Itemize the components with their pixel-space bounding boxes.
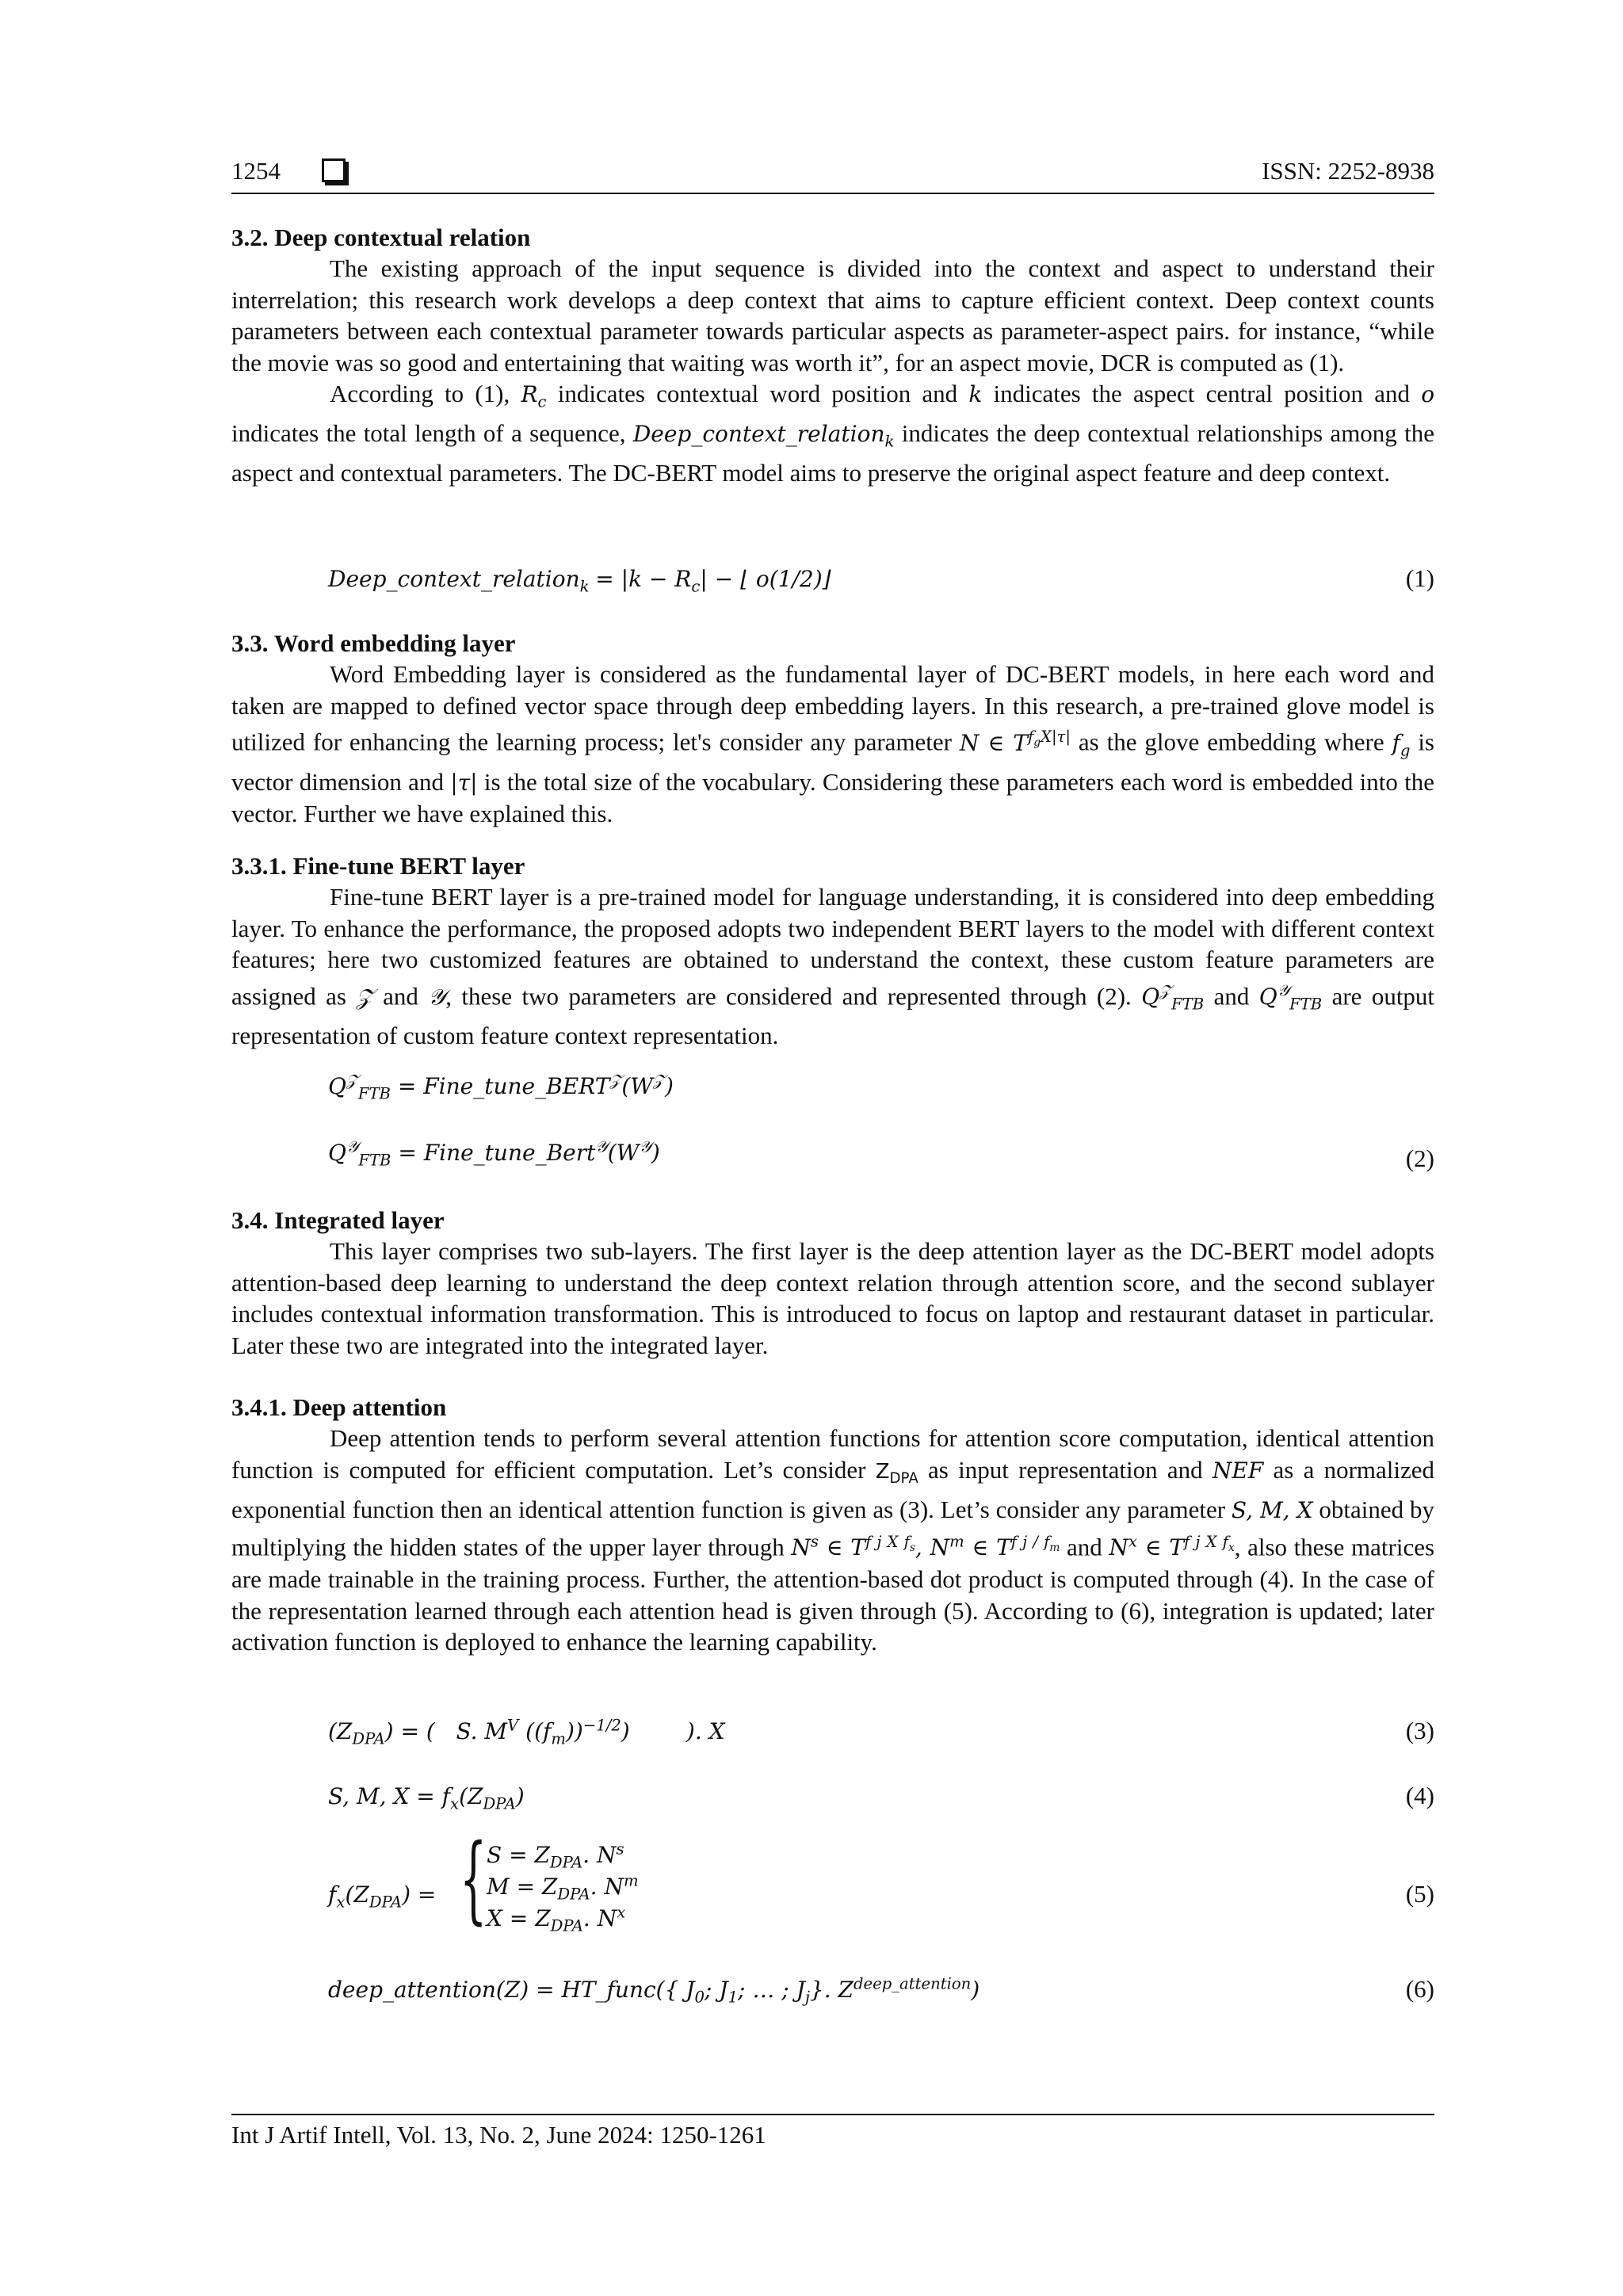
paragraph: According to (1), $R_c$ indicates contextual word position and k indicates the aspect central position and o indicates the total length of a sequence, Deep_context_relation$_k$ indicates the deep contextual relationships among the aspect and contextual parameters. The DC-BERT model aims to preserve the original aspect feature and deep context.: [231, 380, 1435, 487]
section-heading: 3.4. Integrated layer: [231, 1206, 445, 1234]
equation-number: (3): [1405, 1717, 1434, 1744]
section-heading: 3.4.1. Deep attention: [231, 1393, 447, 1421]
footer-rule: [231, 2114, 1434, 2115]
equation-number: (4): [1405, 1782, 1434, 1809]
equation-1: Deep_context_relation$_k$ = $|k - R_c|$ − ⌊ o(1/2)⌋: [328, 566, 831, 596]
equation-2a: $Q^𝒵_{FTB}$ = $Fine\_tune\_BERT^𝒵(W^𝒵)$: [328, 1072, 674, 1103]
equation-number: (6): [1405, 1975, 1434, 2003]
equation-number: (2): [1405, 1144, 1434, 1172]
equation-6: deep_attention(Z) = HT_func({ $J_0$; $J_1$; … ; $J_j$}. $Z^{deep\_attention}$): [328, 1975, 980, 2007]
header-rule: [231, 193, 1434, 194]
journal-citation: Int J Artif Intell, Vol. 13, No. 2, June 2024: 1250-1261: [231, 2121, 766, 2149]
section-heading: 3.3.1. Fine-tune BERT layer: [231, 852, 525, 880]
page-header: [231, 155, 1434, 190]
equation-5-case-x: $X = Z_{DPA}$. $N^x$: [487, 1904, 626, 1935]
paragraph: Deep attention tends to perform several attention functions for attention score computation, identical attention function is computed for efficient computation. Let’s consider $Z_{DPA}$ as input representation and NEF as a normalized exponential function then an identical attention function is given as (3). Let’s consider any parameter S, M, X obtained by multiplying the hidden states of the upper layer through $N^s$ ∈ $T^{f j X f_s}$, $N^m$ ∈ $T^{f j / f_m}$ and $N^x$ ∈ $T^{f j X f_x}$, also these matrices are made trainable in the training process. Further, the attention-based dot product is computed through (4). In the case of the representation learned through each attention head is given through (5). According to (6), integration is updated; later activation function is deployed to enhance the learning capability.: [231, 1424, 1435, 1656]
page-number: 1254: [231, 157, 281, 185]
equation-number: (5): [1405, 1880, 1434, 1908]
equation-2b: $Q^𝒴_{FTB}$ = $Fine\_tune\_Bert^𝒴(W^𝒴)$: [328, 1138, 660, 1170]
section-heading: 3.3. Word embedding layer: [231, 629, 516, 657]
checkbox-square-icon: [322, 159, 346, 182]
equation-5-lhs: $f_x(Z_{DPA})$ =: [328, 1881, 437, 1912]
paragraph: This layer comprises two sub-layers. The first layer is the deep attention layer as the DC-BERT model adopts attention-based deep learning to understand the deep context relation through attention score, and the second sublayer includes contextual information transformation. This is introduced to focus on laptop and restaurant dataset in particular. Later these two are integrated into the integrated layer.: [231, 1237, 1434, 1359]
section-3-2: [231, 222, 1434, 488]
equation-3: $(Z_{DPA})$ = ( S. $M^V$ $((f_m))^{-1/2}$) ). X: [328, 1717, 725, 1748]
section-3-3: [231, 628, 1434, 829]
issn: ISSN: 2252-8938: [1262, 157, 1434, 185]
left-brace: {: [460, 1824, 487, 1935]
section-heading: 3.2. Deep contextual relation: [231, 223, 531, 251]
equation-4: S, M, $X = f_x(Z_{DPA})$: [328, 1783, 525, 1813]
section-3-4-1: [231, 1392, 1434, 1657]
section-3-4: [231, 1205, 1434, 1361]
equation-5-case-s: $S = Z_{DPA}$. $N^s$: [487, 1840, 624, 1872]
paragraph: The existing approach of the input sequence is divided into the context and aspect to understand their interrelation; this research work develops a deep context that aims to capture efficient context. Deep context counts parameters between each contextual parameter towards particular aspects as parameter-aspect pairs. for instance, “while the movie was so good and entertaining that waiting was worth it”, for an aspect movie, DCR is computed as (1).: [231, 254, 1434, 376]
section-3-3-1: [231, 850, 1434, 1051]
paragraph: Fine-tune BERT layer is a pre-trained model for language understanding, it is considered into deep embedding layer. To enhance the performance, the proposed adopts two independent BERT layers to the model with different context features; here two customized features are obtained to understand the context, these custom feature parameters are assigned as 𝒵 and 𝒴, these two parameters are considered and represented through (2). $Q^𝒵_{FTB}$ and $Q^𝒴_{FTB}$ are output representation of custom feature context representation.: [231, 883, 1435, 1049]
equation-number: (1): [1405, 564, 1434, 592]
paragraph: Word Embedding layer is considered as the fundamental layer of DC-BERT models, in here each word and taken are mapped to defined vector space through deep embedding layers. In this research, a pre-trained glove model is utilized for enhancing the learning process; let's consider any parameter N ∈ $T^{f_gX|\tau|}$ as the glove embedding where $f_g$ is vector dimension and |τ| is the total size of the vocabulary. Considering these parameters each word is embedded into the vector. Further we have explained this.: [231, 660, 1435, 827]
equation-5-case-m: $M = Z_{DPA}$. $N^m$: [487, 1872, 639, 1904]
